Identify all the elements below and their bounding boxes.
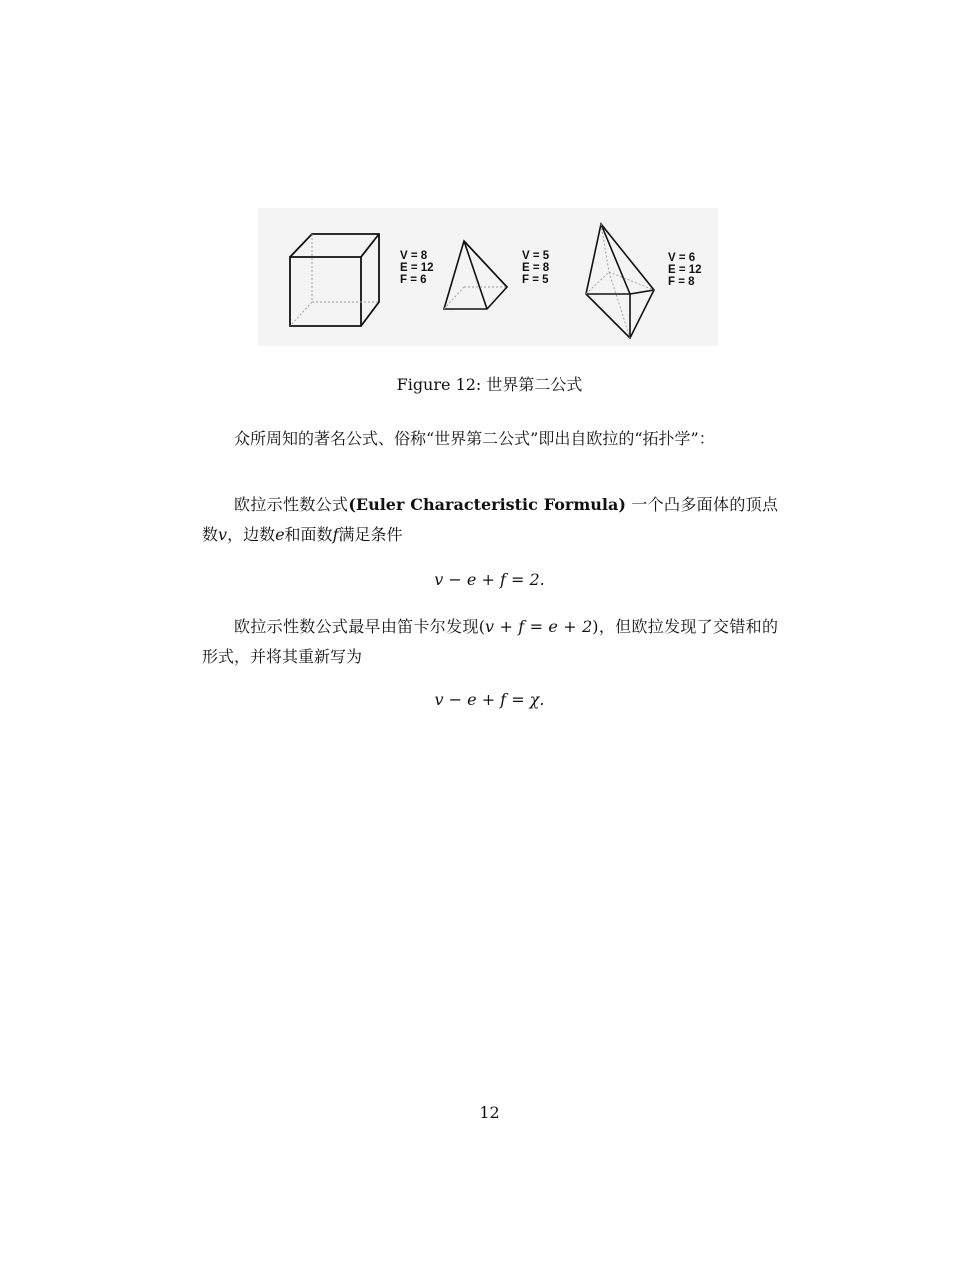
euler-characteristic-equation: v − e + f = χ. [434, 690, 545, 709]
history-text-b: )，但欧拉发现了交错和的形式，并将其重新写为 [202, 617, 778, 666]
theorem-name: (Euler Characteristic Formula) [348, 495, 626, 514]
euler-equation: v − e + f = 2. [434, 570, 545, 589]
bipyramid-drawing [586, 224, 654, 338]
history-paragraph [202, 612, 778, 672]
edge-symbol: e [275, 525, 285, 544]
bipyramid-f-label: F = 8 [668, 276, 695, 288]
euler-theorem-paragraph [202, 490, 778, 550]
polyhedra-figure [258, 208, 718, 346]
pyramid-f-label: F = 5 [522, 274, 549, 286]
cube-labels [400, 250, 434, 286]
intro-paragraph: 众所周知的著名公式、俗称“世界第二公式”即出自欧拉的“拓扑学”： [234, 429, 715, 448]
figure-caption: Figure 12: 世界第二公式 [396, 375, 583, 394]
pyramid-e-label: E = 8 [522, 262, 550, 274]
bipyramid-labels [668, 252, 702, 288]
bipyramid-e-label: E = 12 [668, 264, 702, 276]
theorem-intro: 欧拉示性数公式 [234, 495, 349, 514]
page-number: 12 [479, 1103, 500, 1122]
vertex-symbol: v [218, 525, 228, 544]
descartes-formula: v + f = e + 2 [485, 617, 593, 636]
cube-f-label: F = 6 [400, 274, 427, 286]
history-text-a: 欧拉示性数公式最早由笛卡尔发现( [234, 617, 486, 636]
cube-e-label: E = 12 [400, 262, 434, 274]
theorem-text-a: 一个凸多面体的顶点数 [202, 495, 778, 544]
pyramid-drawing [444, 241, 507, 309]
cube-drawing [290, 234, 379, 326]
pyramid-labels [522, 250, 550, 286]
face-symbol: f [332, 525, 339, 544]
bipyramid-v-label: V = 6 [668, 252, 696, 264]
pyramid-v-label: V = 5 [522, 250, 550, 262]
theorem-text-d: 满足条件 [338, 525, 403, 544]
cube-v-label: V = 8 [400, 250, 428, 262]
polyhedra-illustration [258, 208, 718, 346]
theorem-text-c: 和面数 [284, 525, 333, 544]
theorem-text-b: ，边数 [227, 525, 276, 544]
